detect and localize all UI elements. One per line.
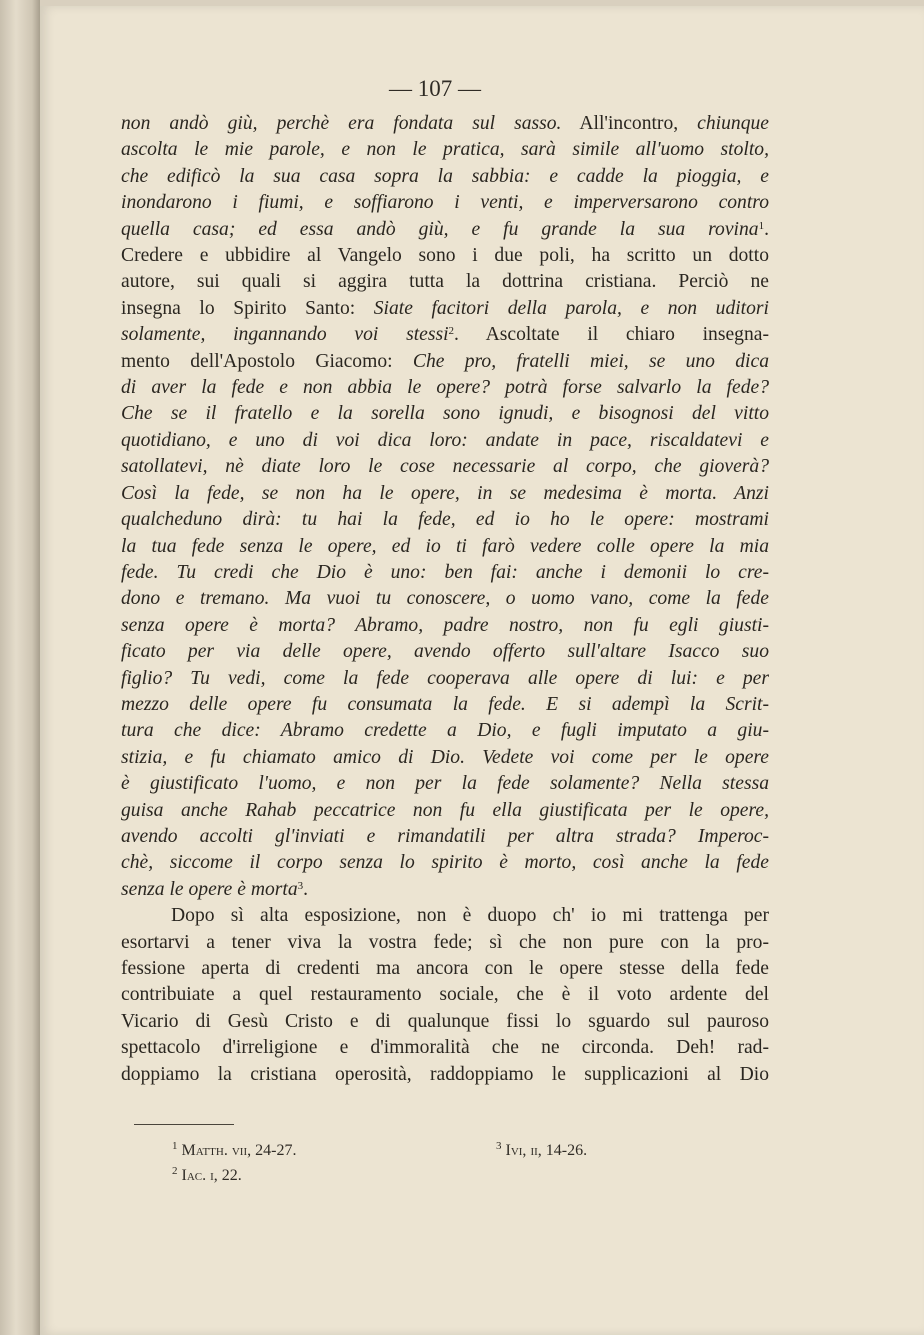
text-line: Vicario di Gesù Cristo e di qualunque fissi lo sguardo sul pauroso [121, 1010, 769, 1032]
text-line: autore, sui quali si aggira tutta la dottrina cristiana. Perciò ne [121, 271, 769, 293]
footnote-citation: i, 22. [206, 1167, 242, 1184]
text-line: avendo accolti gl'inviati e rimandatili per altra strada? Imperoc- [121, 825, 769, 847]
text-line: tura che dice: Abramo credette a Dio, e fugli imputato a giu- [121, 720, 769, 742]
text-line: quotidiano, e uno di voi dica loro: andate in pace, riscaldatevi e [121, 429, 769, 451]
text-line: Credere e ubbidire al Vangelo sono i due poli, ha scritto un dotto [121, 245, 769, 267]
text-line: senza opere è morta? Abramo, padre nostro, non fu egli giusti- [121, 614, 769, 636]
text-line: è giustificato l'uomo, e non per la fede solamente? Nella stessa [121, 773, 769, 795]
footnote-citation: vii, 24-27. [227, 1142, 297, 1159]
text-line: non andò giù, perchè era fondata sul sasso. All'incontro, chiunque [121, 113, 769, 134]
text-line: solamente, ingannando voi stessi$^2$. Ascoltate il chiaro insegna- [121, 324, 769, 346]
text-line: fede. Tu credi che Dio è uno: ben fai: anche i demonii lo cre- [121, 561, 769, 583]
page-number: — 107 — [389, 76, 481, 101]
text-line: senza le opere è morta$^3$. [121, 878, 309, 900]
text-line: satollatevi, nè diate loro le cose necessarie al corpo, che gioverà? [121, 456, 769, 478]
footnote-ref-name: Iac. [181, 1167, 207, 1184]
facing-page-edge [0, 0, 40, 1335]
text-line: Dopo sì alta esposizione, non è duopo ch' io mi trattenga per [171, 905, 769, 927]
text-line: chè, siccome il corpo senza lo spirito è morto, così anche la fede [121, 852, 769, 874]
text-line: fessione aperta di credenti ma ancora con le opere stesse della fede [121, 958, 769, 979]
text-line: Così la fede, se non ha le opere, in se medesima è morta. Anzi [121, 482, 769, 504]
text-line: dono e tremano. Ma vuoi tu conoscere, o uomo vano, come la fede [121, 588, 769, 610]
footnote-ref-name: Ivi, [505, 1142, 527, 1159]
text-line: quella casa; ed essa andò giù, e fu grande la sua rovina$^1$. [121, 218, 769, 240]
text-line: che edificò la sua casa sopra la sabbia: e cadde la pioggia, e [121, 165, 769, 187]
text-line: Che se il fratello e la sorella sono ignudi, e bisognosi del vitto [121, 403, 769, 425]
text-line: contribuiate a quel restauramento sociale, che è il voto ardente del [121, 984, 769, 1006]
footnote-mark: 2 [172, 1165, 178, 1177]
main-text [121, 111, 769, 1088]
text-line: figlio? Tu vedi, come la fede cooperava alle opere di lui: e per [121, 667, 769, 689]
footnote [172, 1138, 296, 1163]
footnote-divider [134, 1124, 234, 1125]
footnote-citation: ii, 14-26. [526, 1142, 588, 1159]
footnote-ref: 1 [758, 219, 765, 232]
footnote [172, 1163, 242, 1188]
text-line: inondarono i fiumi, e soffiarono i venti, e imperversarono contro [121, 192, 769, 214]
footnote-mark: 1 [172, 1140, 178, 1152]
text-line: esortarvi a tener viva la vostra fede; sì che non pure con la pro- [121, 931, 769, 953]
text-line: doppiamo la cristiana operosità, raddoppiamo le supplicazioni al Dio [121, 1063, 769, 1085]
text-line: di aver la fede e non abbia le opere? potrà forse salvarlo la fede? [121, 377, 769, 399]
footnote-ref-name: Matth. [181, 1142, 228, 1159]
footnote-ref: 3 [297, 879, 304, 892]
footnote-ref: 2 [448, 325, 455, 338]
text-line: stizia, e fu chiamato amico di Dio. Vedete voi come per le opere [121, 746, 769, 768]
footnote [496, 1138, 587, 1163]
text-line: mento dell'Apostolo Giacomo: Che pro, fratelli miei, se uno dica [121, 350, 769, 372]
text-line: spettacolo d'irreligione e d'immoralità che ne circonda. Deh! rad- [121, 1037, 769, 1059]
text-line: la tua fede senza le opere, ed io ti farò vedere colle opere la mia [121, 535, 769, 557]
text-line: ascolta le mie parole, e non le pratica, sarà simile all'uomo stolto, [121, 139, 769, 161]
footnote-mark: 3 [496, 1140, 502, 1152]
text-line: ficato per via delle opere, avendo offerto sull'altare Isacco suo [121, 641, 769, 663]
text-line: insegna lo Spirito Santo: Siate facitori della parola, e non uditori [121, 297, 769, 319]
text-line: guisa anche Rahab peccatrice non fu ella giustificata per le opere, [121, 799, 769, 821]
text-line: mezzo delle opere fu consumata la fede. E si adempì la Scrit- [121, 693, 769, 715]
text-line: qualcheduno dirà: tu hai la fede, ed io ho le opere: mostrami [121, 509, 769, 531]
